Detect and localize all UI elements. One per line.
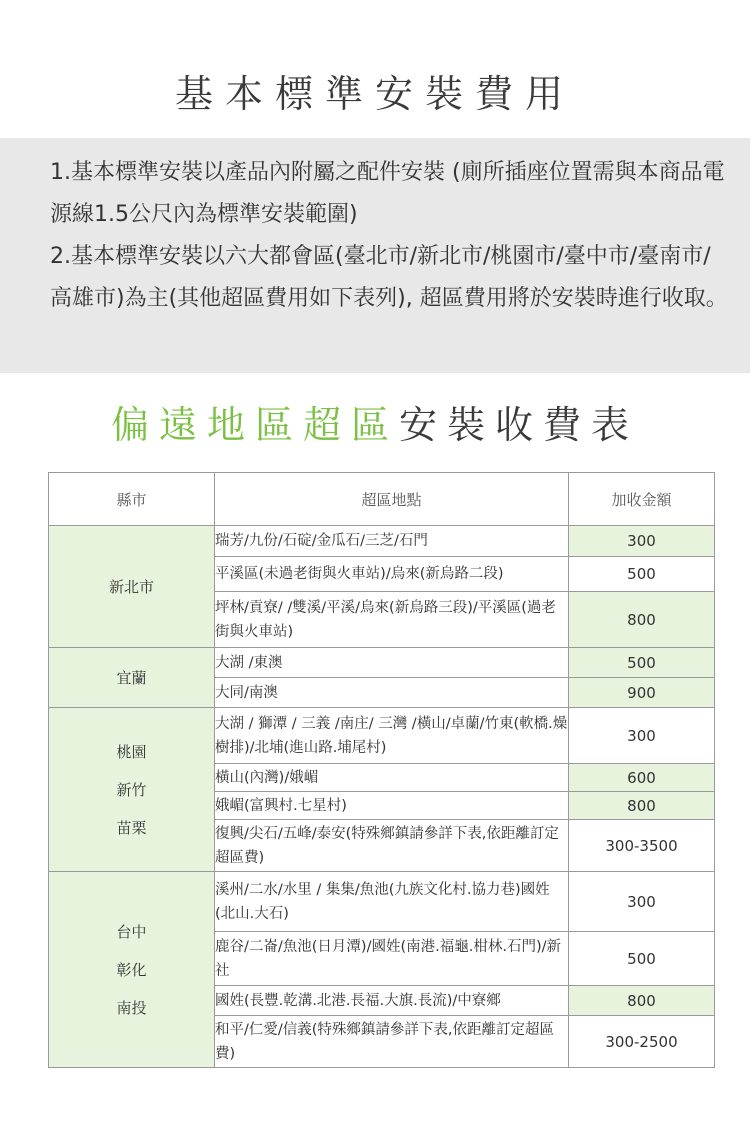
table-row [49, 708, 715, 764]
remote-area-fee-table [48, 472, 715, 1068]
fee-cell: 800 [569, 986, 715, 1016]
region-name: 彰化 [116, 960, 147, 979]
area-cell: 溪州/二水/水里 / 集集/魚池(九族文化村.協力巷)國姓(北山.大石) [215, 872, 569, 932]
page-title: 基本標準安裝費用 [174, 72, 575, 116]
area-cell: 娥嵋(富興村.七星村) [215, 792, 569, 820]
header-fee: 加收金額 [569, 473, 715, 526]
fee-cell: 600 [569, 764, 715, 792]
area-cell: 鹿谷/二崙/魚池(日月潭)/國姓(南港.福龜.柑林.石門)/新社 [215, 932, 569, 986]
note-2: 2.基本標準安裝以六大都會區(臺北市/新北市/桃園市/臺中市/臺南市/高雄市)為主(其他超區費用如下表列), 超區費用將於安裝時進行收取。 [50, 244, 728, 311]
fee-table-title-highlight: 偏遠地區超區 [110, 403, 399, 447]
fee-cell: 500 [569, 648, 715, 678]
region-name: 台中 [116, 922, 147, 941]
region-name: 新竹 [116, 780, 147, 799]
area-cell: 瑞芳/九份/石碇/金瓜石/三芝/石門 [215, 526, 569, 557]
area-cell: 國姓(長豐.乾溝.北港.長福.大旗.長流)/中寮鄉 [215, 986, 569, 1016]
fee-cell: 300 [569, 526, 715, 557]
fee-cell: 800 [569, 792, 715, 820]
area-cell: 平溪區(未過老街與火車站)/烏來(新烏路二段) [215, 557, 569, 592]
area-cell: 大同/南澳 [215, 678, 569, 708]
fee-cell: 500 [569, 932, 715, 986]
region-name: 南投 [116, 998, 147, 1017]
area-cell: 和平/仁愛/信義(特殊鄉鎮請參詳下表,依距離訂定超區費) [215, 1016, 569, 1068]
fee-cell: 300 [569, 872, 715, 932]
area-cell: 大湖 /東澳 [215, 648, 569, 678]
fee-cell: 800 [569, 592, 715, 648]
fee-cell: 900 [569, 678, 715, 708]
fee-cell: 300-3500 [569, 820, 715, 872]
area-cell: 橫山(內灣)/娥嵋 [215, 764, 569, 792]
region-name: 桃園 [116, 742, 147, 761]
table-header-row [49, 473, 715, 526]
note-1: 1.基本標準安裝以產品內附屬之配件安裝 (廁所插座位置需與本商品電源線1.5公尺內為標準安裝範圍) [50, 160, 725, 227]
fee-cell: 300 [569, 708, 715, 764]
region-cell [49, 526, 215, 648]
fee-table-title-rest: 安裝收費表 [399, 403, 640, 447]
region-cell [49, 872, 215, 1068]
table-row [49, 648, 715, 678]
region-name: 新北市 [108, 577, 154, 596]
table-row [49, 872, 715, 932]
header-area: 超區地點 [215, 473, 569, 526]
region-cell [49, 648, 215, 708]
table-row [49, 526, 715, 557]
area-cell: 復興/尖石/五峰/泰安(特殊鄉鎮請參詳下表,依距離訂定超區費) [215, 820, 569, 872]
fee-cell: 500 [569, 557, 715, 592]
fee-cell: 300-2500 [569, 1016, 715, 1068]
area-cell: 坪林/貢寮/ /雙溪/平溪/烏來(新烏路三段)/平溪區(過老街與火車站) [215, 592, 569, 648]
region-cell [49, 708, 215, 872]
fee-table-title [0, 397, 750, 453]
region-name: 宜蘭 [116, 668, 147, 687]
region-name: 苗栗 [116, 818, 147, 837]
area-cell: 大湖 / 獅潭 / 三義 /南庄/ 三灣 /橫山/卓蘭/竹東(軟橋.燥樹排)/北埔(進山路.埔尾村) [215, 708, 569, 764]
notes-panel [0, 138, 750, 373]
header-county: 縣市 [49, 473, 215, 526]
